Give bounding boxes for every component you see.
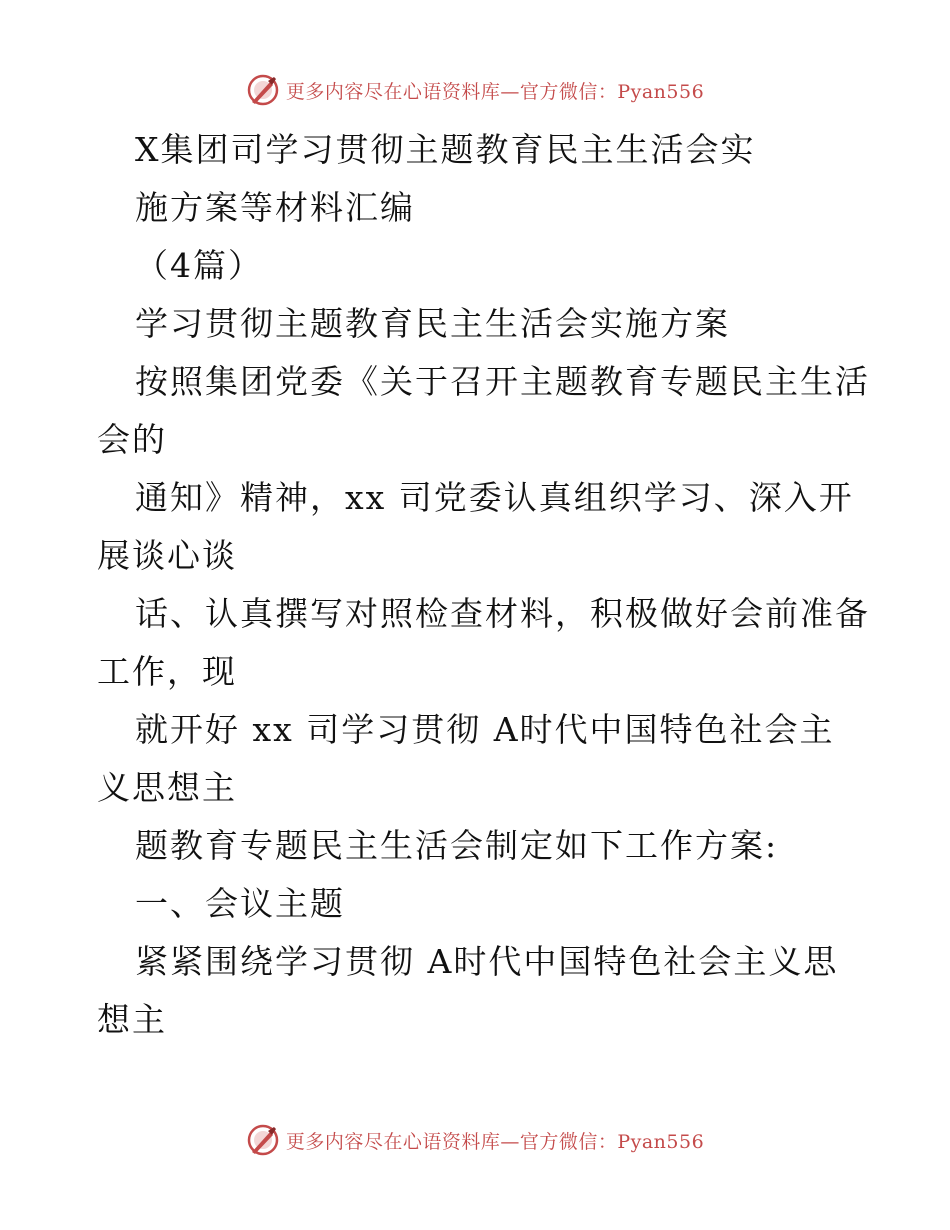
paragraph-line: 紧紧围绕学习贯彻 A时代中国特色社会主义思	[135, 942, 839, 981]
paragraph-line: 话、认真撰写对照检查材料，积极做好会前准备	[135, 594, 870, 633]
watermark-text: 更多内容尽在心语资料库—官方微信：Pyan556	[285, 1130, 705, 1153]
pen-logo-icon	[246, 1123, 280, 1157]
title-count: （4篇）	[135, 246, 263, 285]
paragraph-line: 义思想主	[97, 768, 237, 807]
paragraph-line: 想主	[97, 1000, 167, 1039]
paragraph-line: 通知》精神，xx 司党委认真组织学习、深入开	[135, 478, 854, 517]
paragraph-line: 会的	[97, 420, 167, 459]
document-body	[0, 122, 950, 1050]
title-line-1: X集团司学习贯彻主题教育民主生活会实	[135, 130, 756, 169]
subheading-meeting-theme: 一、会议主题	[135, 884, 345, 923]
paragraph-line: 按照集团党委《关于召开主题教育专题民主生活	[135, 362, 870, 401]
watermark-footer	[0, 1120, 950, 1160]
pen-logo-icon	[246, 73, 280, 107]
paragraph-line: 展谈心谈	[97, 536, 237, 575]
section-heading: 学习贯彻主题教育民主生活会实施方案	[135, 304, 730, 343]
paragraph-line: 就开好 xx 司学习贯彻 A时代中国特色社会主	[135, 710, 835, 749]
watermark-text: 更多内容尽在心语资料库—官方微信：Pyan556	[285, 80, 705, 103]
title-line-2: 施方案等材料汇编	[135, 188, 415, 227]
paragraph-line: 题教育专题民主生活会制定如下工作方案:	[135, 826, 779, 865]
paragraph-line: 工作，现	[97, 652, 237, 691]
watermark-header	[0, 70, 950, 110]
